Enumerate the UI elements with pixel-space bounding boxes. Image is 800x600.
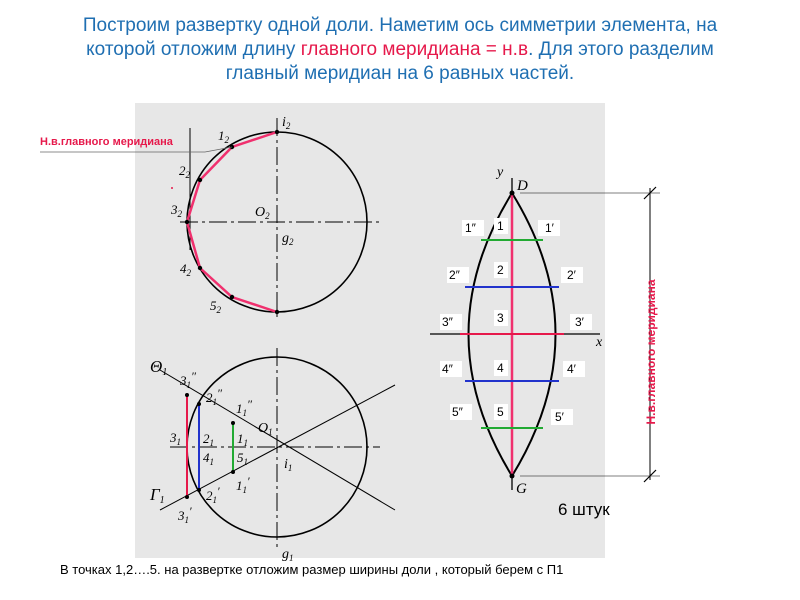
label-3-1-d: $3_1'$ bbox=[178, 504, 192, 525]
dev-label-left-4: 4″ bbox=[442, 362, 453, 376]
dev-label-right-5: 5′ bbox=[555, 410, 564, 424]
dev-label-x: x bbox=[596, 335, 603, 350]
label-1-1: $1_1$ bbox=[237, 431, 248, 448]
label-3-2: $3_2$ bbox=[171, 202, 182, 219]
dev-label-g: G bbox=[516, 481, 527, 497]
label-2-1: $2_1$ bbox=[203, 431, 214, 448]
dev-axis-label-3: 3 bbox=[497, 311, 504, 325]
page-title: Построим развертку одной доли. Наметим ось симметрии элемента, на которой отложим длину главного меридиана = н.в. Для этого разделим главный меридиан на 6 равных частей. bbox=[82, 15, 718, 84]
label-2-2: $2_2$ bbox=[179, 163, 190, 180]
dev-axis-label-2: 2 bbox=[497, 263, 504, 277]
label-4-2: $4_2$ bbox=[180, 261, 191, 278]
label-g1: $g_1$ bbox=[282, 547, 294, 563]
label-o1: $O_1$ bbox=[258, 421, 273, 437]
front-view bbox=[180, 118, 380, 320]
label-2-1-dd: $2_1''$ bbox=[206, 386, 222, 407]
label-i2: $i_2$ bbox=[282, 115, 291, 131]
label-2-1-d: $2_1'$ bbox=[206, 484, 220, 505]
left-meridian-tag: Н.в.главного меридиана bbox=[40, 136, 173, 148]
bottom-caption: В точках 1,2….5. на развертке отложим размер ширины доли , который берем с П1 bbox=[60, 562, 564, 577]
dev-label-right-1: 1′ bbox=[545, 221, 554, 235]
label-1-1-dd: $1_1''$ bbox=[236, 397, 252, 418]
label-1-2: $1_2$ bbox=[218, 128, 229, 145]
label-3-1: $3_1$ bbox=[170, 430, 181, 447]
label-g2: $g_2$ bbox=[282, 231, 294, 247]
dev-label-left-5: 5″ bbox=[452, 405, 463, 419]
dev-label-right-2: 2′ bbox=[567, 268, 576, 282]
count-label: 6 штук bbox=[558, 500, 610, 519]
label-5-1: $5_1$ bbox=[237, 450, 248, 467]
label-o2: $O_2$ bbox=[255, 205, 270, 221]
red-dot bbox=[171, 187, 173, 189]
label-theta1: Θ1 bbox=[150, 357, 168, 378]
dev-label-right-3: 3′ bbox=[575, 315, 584, 329]
dev-axis-label-5: 5 bbox=[497, 405, 504, 419]
dev-label-left-1: 1″ bbox=[465, 221, 476, 235]
dev-label-right-4: 4′ bbox=[567, 362, 576, 376]
vertical-meridian-tag: Н.в.главного меридиана bbox=[644, 279, 658, 425]
dev-label-y: y bbox=[497, 165, 504, 180]
label-5-2: $5_2$ bbox=[210, 298, 221, 315]
dev-label-left-2: 2″ bbox=[449, 268, 460, 282]
dev-label-d: D bbox=[517, 178, 528, 194]
dev-label-left-3: 3″ bbox=[442, 315, 453, 329]
label-1-1-d: $1_1'$ bbox=[236, 474, 250, 495]
label-i1: $i_1$ bbox=[284, 457, 293, 473]
label-gamma1: Γ1 bbox=[150, 485, 165, 506]
dev-axis-label-1: 1 bbox=[497, 219, 504, 233]
development-labels bbox=[440, 165, 603, 497]
dev-axis-label-4: 4 bbox=[497, 361, 504, 375]
label-3-1-dd: $3_1''$ bbox=[180, 369, 196, 390]
label-4-1: $4_1$ bbox=[203, 450, 214, 467]
